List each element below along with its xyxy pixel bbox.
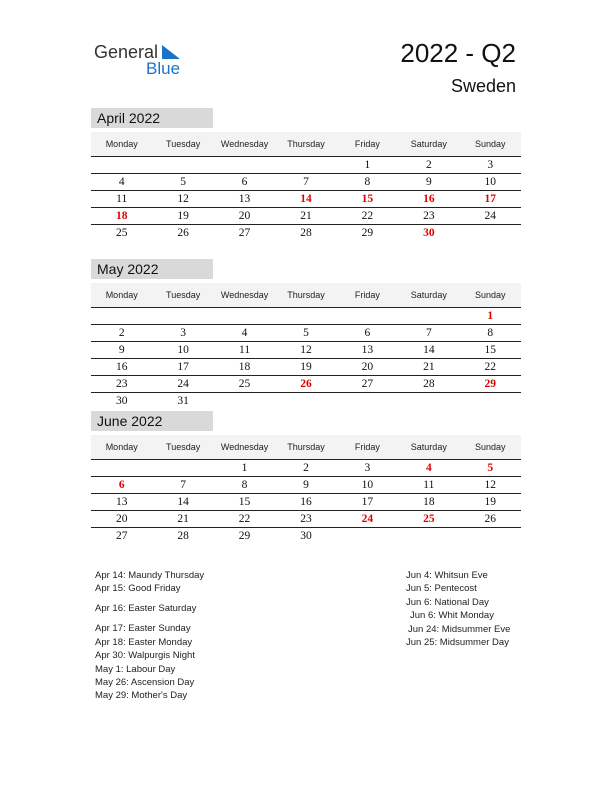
day-cell: 24 <box>177 378 189 390</box>
week-row <box>91 528 521 544</box>
holiday-entry: Apr 15: Good Friday <box>95 583 181 594</box>
day-cell: 22 <box>361 210 374 222</box>
generalblue-logo <box>94 42 194 78</box>
day-cell <box>275 308 336 324</box>
weekday-label: Friday <box>354 139 380 149</box>
day-cell: 12 <box>484 479 496 491</box>
day-cell <box>91 460 152 476</box>
weekday-label: Sunday <box>474 290 506 300</box>
day-cell: 11 <box>116 193 128 205</box>
day-cell: 12 <box>177 193 189 205</box>
day-cell: 15 <box>238 496 251 508</box>
day-cell: 25 <box>423 513 435 525</box>
day-cell: 2 <box>118 327 125 339</box>
holiday-entry: Jun 4: Whitsun Eve <box>406 570 488 581</box>
week-row <box>91 511 521 528</box>
weekday-label: Monday <box>105 290 138 300</box>
country-name: Sweden <box>450 76 516 96</box>
day-cell: 29 <box>361 227 374 239</box>
day-cell <box>460 528 521 544</box>
holiday-entry: May 29: Mother's Day <box>95 690 188 701</box>
day-cell: 1 <box>487 310 494 322</box>
day-cell: 31 <box>177 395 189 407</box>
holiday-entry: Jun 5: Pentecost <box>406 583 477 594</box>
weekday-label: Thursday <box>287 139 325 149</box>
day-cell: 28 <box>177 530 189 542</box>
day-cell <box>152 308 213 324</box>
week-row <box>91 308 521 325</box>
day-cell: 2 <box>303 462 309 474</box>
day-cell: 16 <box>423 193 435 205</box>
week-row <box>91 157 521 174</box>
week-row <box>91 325 521 342</box>
day-cell: 10 <box>484 176 496 188</box>
day-cell: 8 <box>487 327 494 339</box>
day-cell: 4 <box>118 176 125 188</box>
day-cell: 13 <box>115 496 128 508</box>
day-cell: 14 <box>300 193 312 205</box>
day-cell: 9 <box>118 344 125 356</box>
month-title: April 2022 <box>91 108 213 128</box>
day-cell: 3 <box>487 159 494 171</box>
day-cell: 20 <box>115 513 128 525</box>
day-cell <box>337 308 398 324</box>
day-cell: 30 <box>115 395 128 407</box>
day-cell: 7 <box>303 176 309 188</box>
day-cell: 26 <box>177 227 189 239</box>
day-cell: 4 <box>425 462 432 474</box>
weekday-label: Friday <box>354 290 380 300</box>
day-cell <box>460 225 521 241</box>
month-may <box>91 259 521 409</box>
weekday-label: Saturday <box>410 442 447 452</box>
day-cell: 21 <box>423 361 435 373</box>
holiday-entry: Jun 6: Whit Monday <box>410 610 494 621</box>
day-cell: 9 <box>425 176 432 188</box>
weekday-label: Monday <box>105 139 138 149</box>
logo-text-general: General <box>94 42 159 62</box>
day-cell: 5 <box>180 176 186 188</box>
logo-triangle-icon <box>162 45 180 59</box>
weekday-header <box>91 132 521 157</box>
weekday-label: Saturday <box>410 139 447 149</box>
day-cell <box>152 157 213 173</box>
month-april <box>91 108 521 241</box>
day-cell: 17 <box>177 361 189 373</box>
week-row <box>91 225 521 241</box>
day-cell: 19 <box>300 361 312 373</box>
holiday-entry: Jun 6: National Day <box>406 597 489 608</box>
day-cell: 3 <box>364 462 371 474</box>
weekday-label: Saturday <box>410 290 447 300</box>
weekday-label: Tuesday <box>166 442 201 452</box>
weekday-header <box>91 435 521 460</box>
day-cell: 28 <box>300 227 312 239</box>
day-cell: 26 <box>484 513 496 525</box>
day-cell: 24 <box>484 210 496 222</box>
day-cell: 14 <box>423 344 435 356</box>
day-cell: 22 <box>238 513 251 525</box>
day-cell: 25 <box>238 378 251 390</box>
week-row <box>91 342 521 359</box>
day-cell <box>460 393 521 409</box>
day-cell: 30 <box>300 530 312 542</box>
day-cell: 26 <box>300 378 312 390</box>
day-cell: 21 <box>300 210 312 222</box>
logo-text-blue: Blue <box>146 59 181 78</box>
weekday-label: Friday <box>354 442 380 452</box>
day-cell: 7 <box>180 479 186 491</box>
day-cell: 23 <box>300 513 312 525</box>
day-cell: 19 <box>484 496 496 508</box>
day-cell: 15 <box>484 344 496 356</box>
holiday-entry: Apr 17: Easter Sunday <box>95 623 191 634</box>
day-cell: 23 <box>423 210 435 222</box>
day-cell: 6 <box>118 479 125 491</box>
day-cell: 27 <box>115 530 128 542</box>
day-cell: 4 <box>241 327 248 339</box>
day-cell: 14 <box>177 496 189 508</box>
day-cell <box>275 157 336 173</box>
day-cell: 3 <box>180 327 186 339</box>
week-row <box>91 174 521 191</box>
day-cell: 10 <box>361 479 374 491</box>
day-cell: 18 <box>423 496 435 508</box>
day-cell: 18 <box>115 210 128 222</box>
week-row <box>91 191 521 208</box>
week-row <box>91 494 521 511</box>
day-cell: 20 <box>361 361 374 373</box>
day-cell <box>398 528 459 544</box>
holiday-entry: Apr 30: Walpurgis Night <box>95 650 195 661</box>
day-cell: 19 <box>177 210 189 222</box>
day-cell: 20 <box>238 210 251 222</box>
holiday-entry: Apr 18: Easter Monday <box>95 637 193 648</box>
weekday-label: Sunday <box>474 139 506 149</box>
day-cell: 29 <box>484 378 496 390</box>
day-cell: 6 <box>241 176 248 188</box>
day-cell: 28 <box>423 378 435 390</box>
day-cell <box>214 157 275 173</box>
weekday-label: Wednesday <box>220 290 269 300</box>
day-cell: 1 <box>241 462 248 474</box>
week-row <box>91 208 521 225</box>
day-cell <box>337 393 398 409</box>
quarter-title: 2022 - Q2 <box>400 38 516 68</box>
day-cell: 2 <box>425 159 432 171</box>
weekday-label: Tuesday <box>166 139 201 149</box>
day-cell: 5 <box>487 462 494 474</box>
day-cell: 25 <box>115 227 128 239</box>
month-title: May 2022 <box>91 259 213 279</box>
weekday-label: Sunday <box>474 442 506 452</box>
holiday-entry: May 26: Ascension Day <box>95 677 195 688</box>
day-cell: 10 <box>177 344 189 356</box>
weekday-label: Tuesday <box>166 290 201 300</box>
day-cell: 8 <box>364 176 371 188</box>
day-cell <box>398 393 459 409</box>
week-row <box>91 477 521 494</box>
day-cell <box>91 157 152 173</box>
holiday-entry: Jun 24: Midsummer Eve <box>408 624 511 635</box>
weekday-label: Thursday <box>287 442 325 452</box>
day-cell: 13 <box>361 344 374 356</box>
day-cell: 13 <box>238 193 251 205</box>
day-cell <box>214 308 275 324</box>
holiday-entry: Jun 25: Midsummer Day <box>406 637 509 648</box>
day-cell: 15 <box>361 193 374 205</box>
day-cell: 23 <box>115 378 128 390</box>
day-cell: 5 <box>303 327 309 339</box>
holiday-entry: May 1: Labour Day <box>95 664 176 675</box>
day-cell <box>91 308 152 324</box>
day-cell: 16 <box>115 361 128 373</box>
day-cell: 1 <box>364 159 371 171</box>
week-row <box>91 393 521 409</box>
day-cell: 27 <box>361 378 374 390</box>
day-cell: 17 <box>361 496 374 508</box>
day-cell <box>214 393 275 409</box>
week-row <box>91 359 521 376</box>
day-cell: 27 <box>238 227 251 239</box>
month-june <box>91 411 521 544</box>
day-cell <box>275 393 336 409</box>
day-cell: 30 <box>423 227 435 239</box>
day-cell: 12 <box>300 344 312 356</box>
week-row <box>91 460 521 477</box>
day-cell: 8 <box>241 479 248 491</box>
day-cell: 17 <box>484 193 496 205</box>
week-row <box>91 376 521 393</box>
day-cell: 29 <box>238 530 251 542</box>
day-cell: 18 <box>238 361 251 373</box>
holiday-entry: Apr 14: Maundy Thursday <box>95 570 205 581</box>
day-cell <box>152 460 213 476</box>
weekday-label: Monday <box>105 442 138 452</box>
day-cell: 11 <box>239 344 251 356</box>
day-cell: 21 <box>177 513 189 525</box>
day-cell: 22 <box>484 361 496 373</box>
day-cell: 9 <box>303 479 309 491</box>
day-cell <box>337 528 398 544</box>
day-cell: 6 <box>364 327 371 339</box>
holiday-entry: Apr 16: Easter Saturday <box>95 603 197 614</box>
day-cell: 7 <box>425 327 432 339</box>
weekday-header <box>91 283 521 308</box>
day-cell <box>398 308 459 324</box>
month-title: June 2022 <box>91 411 213 431</box>
weekday-label: Wednesday <box>220 442 269 452</box>
weekday-label: Thursday <box>287 290 325 300</box>
weekday-label: Wednesday <box>220 139 269 149</box>
day-cell: 24 <box>361 513 374 525</box>
day-cell: 11 <box>423 479 435 491</box>
day-cell: 16 <box>300 496 312 508</box>
